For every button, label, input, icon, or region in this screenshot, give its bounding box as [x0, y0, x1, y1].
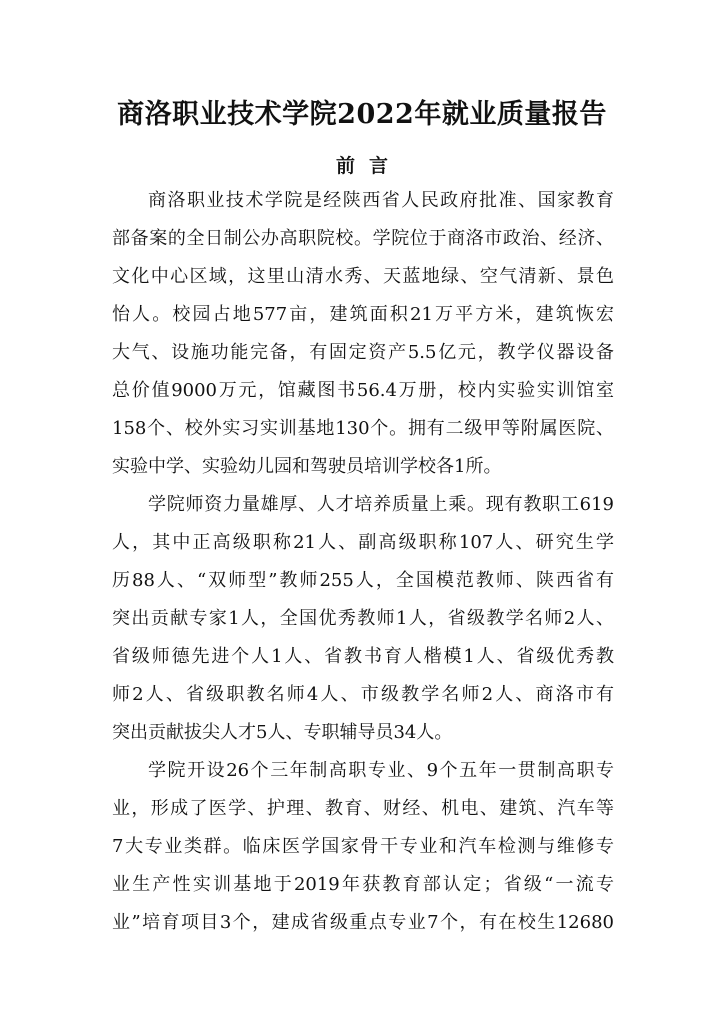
paragraph-1-line-3: 文化中心区域，这里山清水秀、天蓝地绿、空气清新、景色 — [112, 266, 614, 287]
paragraph-1-line-2: 部备案的全日制公办高职院校。学院位于商洛市政治、经济、 — [112, 228, 614, 249]
paragraph-2-line-5: 省级师德先进个人1人、省教书育人楷模1人、省级优秀教 — [112, 646, 614, 667]
paragraph-3-line-2: 业，形成了医学、护理、教育、财经、机电、建筑、汽车等 — [112, 798, 614, 819]
report-title: 商洛职业技术学院2022年就业质量报告 — [117, 99, 607, 130]
paragraph-2-line-4: 突出贡献专家1人，全国优秀教师1人，省级教学名师2人、 — [112, 608, 614, 629]
paragraph-3-line-1: 学院开设26个三年制高职专业、9个五年一贯制高职专 — [148, 760, 614, 781]
paragraph-1-line-8: 实验中学、实验幼儿园和驾驶员培训学校各1所。 — [112, 456, 502, 477]
paragraph-2-line-1: 学院师资力量雄厚、人才培养质量上乘。现有教职工619 — [148, 494, 614, 515]
paragraph-2-line-3: 历88人、“双师型”教师255人，全国模范教师、陕西省有 — [112, 570, 614, 591]
paragraph-2-line-7: 突出贡献拔尖人才5人、专职辅导员34人。 — [112, 722, 453, 743]
paragraph-1-line-6: 总价值9000万元，馆藏图书56.4万册，校内实验实训馆室 — [112, 380, 614, 401]
section-heading: 前言 — [335, 155, 402, 177]
paragraph-1-line-1: 商洛职业技术学院是经陕西省人民政府批准、国家教育 — [148, 190, 614, 211]
paragraph-1-line-5: 大气、设施功能完备，有固定资产5.5亿元，教学仪器设备 — [112, 342, 614, 363]
paragraph-3-line-5: 业”培育项目3个，建成省级重点专业7个，有在校生12680 — [112, 912, 614, 933]
paragraph-2-line-2: 人，其中正高级职称21人、副高级职称107人、研究生学 — [112, 532, 614, 553]
paragraph-1-line-4: 怡人。校园占地577亩，建筑面积21万平方米，建筑恢宏 — [112, 304, 614, 325]
paragraph-3-line-3: 7大专业类群。临床医学国家骨干专业和汽车检测与维修专 — [112, 836, 614, 857]
paragraph-3-line-4: 业生产性实训基地于2019年获教育部认定；省级“一流专 — [112, 874, 614, 895]
paragraph-2-line-6: 师2人、省级职教名师4人、市级教学名师2人、商洛市有 — [112, 684, 614, 705]
paragraph-1-line-7: 158个、校外实习实训基地130个。拥有二级甲等附属医院、 — [112, 418, 614, 439]
